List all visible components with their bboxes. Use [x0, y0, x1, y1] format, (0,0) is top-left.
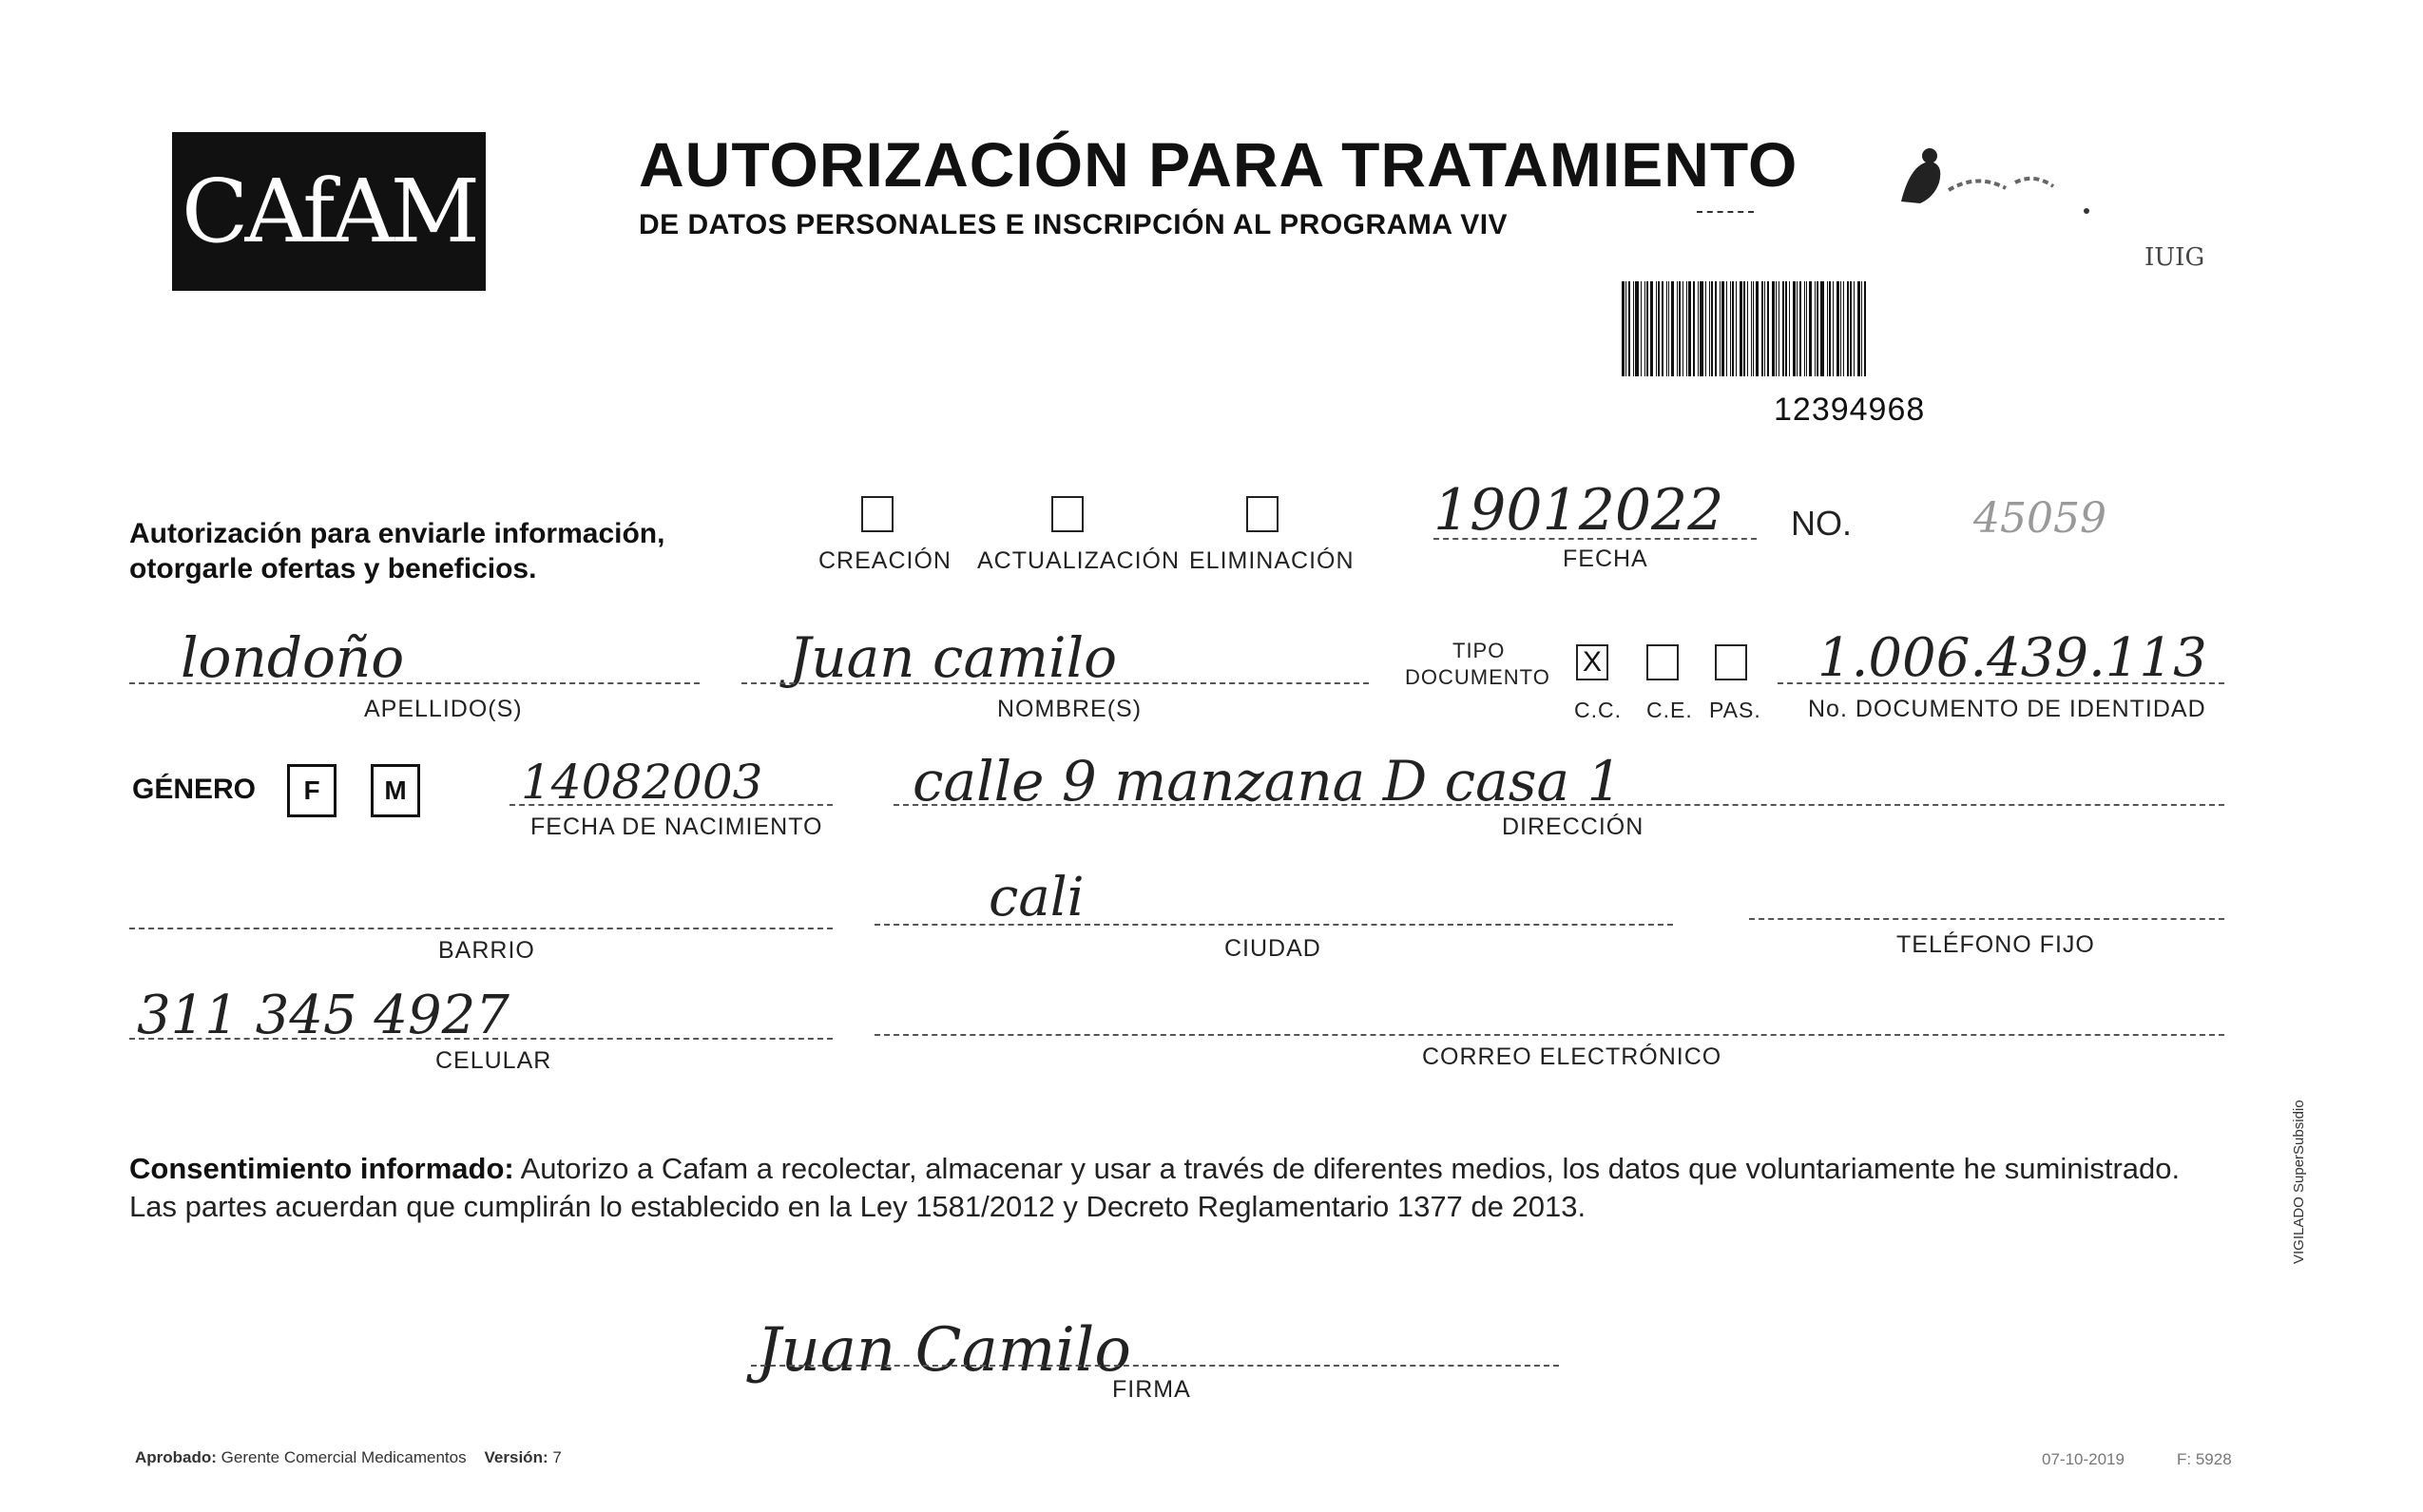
- barcode-bar: [1711, 281, 1713, 376]
- barcode-bar: [1740, 281, 1742, 376]
- barcode-bar: [1666, 281, 1667, 376]
- authorization-heading-1: Autorización para enviarle información,: [129, 518, 665, 549]
- barcode-bar: [1720, 281, 1721, 376]
- address-line: [894, 804, 2224, 806]
- barcode-bar: [1864, 281, 1866, 376]
- barcode-bar: [1650, 281, 1653, 376]
- cc-checkbox[interactable]: X: [1576, 644, 1608, 680]
- barcode-bar: [1857, 281, 1860, 376]
- birth-date-line: [510, 804, 833, 806]
- doc-type-label-1: TIPO: [1452, 639, 1506, 662]
- city-label: CIUDAD: [1224, 935, 1321, 962]
- barcode-bar: [1761, 281, 1763, 376]
- no-value: 45059: [1973, 494, 2106, 543]
- barcode-bar: [1622, 281, 1625, 376]
- barcode-bar: [1644, 281, 1645, 376]
- mobile-line: [129, 1038, 833, 1040]
- barcode-bar: [1705, 281, 1706, 376]
- barcode-bar: [1730, 281, 1731, 376]
- barcode-bar: [1679, 281, 1681, 376]
- consent-text: Autorizo a Cafam a recolectar, almacenar y usar a través de diferentes medios, los datos que voluntariamente he suministrado. Las partes acuerdan que cumplirán lo establecido en la Ley 1581/2012 y Decreto Reglamentario 1377 de 2013.: [129, 1152, 2181, 1223]
- barcode-bar: [1820, 281, 1824, 376]
- barcode-bar: [1693, 281, 1695, 376]
- actualizacion-label: ACTUALIZACIÓN: [977, 547, 1181, 574]
- barcode-bar: [1772, 281, 1775, 376]
- footer-date: 07-10-2019: [2042, 1450, 2125, 1468]
- barcode-bar: [1836, 281, 1839, 376]
- barcode-bar: [1785, 281, 1787, 376]
- barcode-bar: [1641, 281, 1642, 376]
- barcode-bar: [1756, 281, 1759, 376]
- title-dash: [1697, 211, 1754, 213]
- barcode-bar: [1806, 281, 1807, 376]
- barcode-bar: [1662, 281, 1663, 376]
- barcode-bar: [1747, 281, 1748, 376]
- barcode-bar: [1658, 281, 1660, 376]
- email-label: CORREO ELECTRÓNICO: [1422, 1043, 1722, 1070]
- barcode-bar: [1809, 281, 1812, 376]
- barcode-bar: [1799, 281, 1801, 376]
- eliminacion-checkbox[interactable]: [1246, 496, 1279, 532]
- footer-code: F: 5928: [2177, 1450, 2232, 1468]
- barcode-bar: [1829, 281, 1831, 376]
- barcode-bar: [1764, 281, 1765, 376]
- city-value[interactable]: cali: [989, 867, 1085, 928]
- barcode-bar: [1635, 281, 1639, 376]
- barcode-bar: [1843, 281, 1844, 376]
- pas-label: PAS.: [1709, 698, 1761, 722]
- neighborhood-line: [129, 928, 833, 929]
- supersubsidio-text: VIGILADO SuperSubsidio: [2291, 1100, 2307, 1264]
- city-line: [875, 924, 1673, 926]
- gender-f-checkbox[interactable]: F: [287, 764, 337, 817]
- barcode-bar: [1847, 281, 1849, 376]
- stamp-icon: [1892, 144, 2129, 230]
- signature-label: FIRMA: [1112, 1376, 1191, 1403]
- doc-number-label: No. DOCUMENTO DE IDENTIDAD: [1808, 696, 2206, 722]
- phone-label: TELÉFONO FIJO: [1896, 931, 2095, 958]
- cc-label: C.C.: [1574, 698, 1622, 722]
- gender-label: GÉNERO: [132, 774, 257, 805]
- barcode-bar: [1698, 281, 1699, 376]
- birth-date-value[interactable]: 14082003: [521, 755, 763, 810]
- email-line: [875, 1034, 2224, 1036]
- barcode-bar: [1854, 281, 1855, 376]
- surname-value[interactable]: londoño: [181, 625, 405, 690]
- barcode-bar: [1850, 281, 1852, 376]
- barcode-bar: [1797, 281, 1798, 376]
- phone-line: [1749, 918, 2224, 920]
- barcode-bar: [1686, 281, 1687, 376]
- barcode-bar: [1767, 281, 1769, 376]
- barcode-bar: [1726, 281, 1727, 376]
- signature-value[interactable]: Juan Camilo: [757, 1315, 1131, 1386]
- barcode-bar: [1793, 281, 1796, 376]
- form-subtitle: DE DATOS PERSONALES E INSCRIPCIÓN AL PROGRAMA VIV: [639, 209, 1509, 240]
- gender-m-checkbox[interactable]: M: [371, 764, 420, 817]
- barcode-bar: [1700, 281, 1703, 376]
- stamp-text: IUIG: [2144, 243, 2205, 272]
- version-label: Versión:: [484, 1448, 548, 1466]
- mobile-value[interactable]: 311 345 4927: [137, 985, 510, 1046]
- barcode-bar: [1804, 281, 1805, 376]
- barcode-bar: [1736, 281, 1737, 376]
- barcode-bar: [1671, 281, 1674, 376]
- doc-number-value[interactable]: 1.006.439.113: [1817, 627, 2207, 689]
- barcode-bar: [1743, 281, 1745, 376]
- barcode-bar: [1721, 281, 1724, 376]
- doc-type-label-2: DOCUMENTO: [1405, 665, 1550, 689]
- barcode-bar: [1815, 281, 1816, 376]
- barcode-bar: [1776, 281, 1777, 376]
- date-value[interactable]: 19012022: [1433, 477, 1724, 544]
- consent-heading: Consentimiento informado:: [129, 1152, 514, 1185]
- actualizacion-checkbox[interactable]: [1051, 496, 1084, 532]
- footer-approved: [135, 1448, 562, 1467]
- barcode-bar: [1633, 281, 1634, 376]
- barcode-bar: [1833, 281, 1834, 376]
- no-label: NO.: [1791, 504, 1853, 543]
- date-line: [1433, 538, 1757, 540]
- name-value[interactable]: Juan camilo: [789, 625, 1118, 690]
- address-label: DIRECCIÓN: [1502, 813, 1644, 840]
- consent-paragraph: [129, 1150, 2211, 1226]
- mobile-label: CELULAR: [435, 1047, 552, 1074]
- barcode-bar: [1732, 281, 1734, 376]
- barcode-bar: [1688, 281, 1691, 376]
- birth-date-label: FECHA DE NACIMIENTO: [530, 813, 823, 840]
- name-line: [741, 682, 1369, 684]
- creacion-checkbox[interactable]: [861, 496, 894, 532]
- logo-text: CAfAM: [182, 161, 476, 262]
- barcode-bar: [1715, 281, 1717, 376]
- address-value[interactable]: calle 9 manzana D casa 1: [913, 749, 1623, 813]
- barcode-number: 12394968: [1774, 392, 1926, 428]
- date-label: FECHA: [1563, 545, 1648, 572]
- barcode-bar: [1751, 281, 1752, 376]
- surname-label: APELLIDO(S): [364, 696, 523, 722]
- barcode-bar: [1625, 281, 1626, 376]
- barcode-bar: [1709, 281, 1710, 376]
- barcode-bar: [1817, 281, 1818, 376]
- barcode-bar: [1668, 281, 1669, 376]
- barcode-bar: [1646, 281, 1648, 376]
- barcode-bar: [1628, 281, 1630, 376]
- name-label: NOMBRE(S): [997, 696, 1143, 722]
- eliminacion-label: ELIMINACIÓN: [1189, 547, 1355, 574]
- barcode-bar: [1677, 281, 1678, 376]
- barcode: [1622, 281, 2002, 376]
- barcode-bar: [1782, 281, 1784, 376]
- barcode-bar: [1789, 281, 1790, 376]
- ce-checkbox[interactable]: [1646, 644, 1679, 680]
- cafam-logo: [172, 132, 486, 291]
- surname-line: [129, 682, 700, 684]
- barcode-bar: [1753, 281, 1754, 376]
- ce-label: C.E.: [1646, 698, 1693, 722]
- doc-number-line: [1778, 682, 2224, 684]
- creacion-label: CREACIÓN: [818, 547, 952, 574]
- barcode-bar: [1656, 281, 1657, 376]
- authorization-heading-2: otorgarle ofertas y beneficios.: [129, 553, 537, 584]
- form-title: AUTORIZACIÓN PARA TRATAMIENTO: [639, 129, 1798, 200]
- barcode-bar: [1861, 281, 1862, 376]
- signature-line: [751, 1365, 1559, 1367]
- neighborhood-label: BARRIO: [438, 937, 535, 964]
- barcode-bar: [1840, 281, 1841, 376]
- pas-checkbox[interactable]: [1715, 644, 1747, 680]
- approved-value: Gerente Comercial Medicamentos: [221, 1448, 467, 1466]
- version-value: 7: [552, 1448, 562, 1466]
- barcode-bar: [1827, 281, 1828, 376]
- approved-label: Aprobado:: [135, 1448, 217, 1466]
